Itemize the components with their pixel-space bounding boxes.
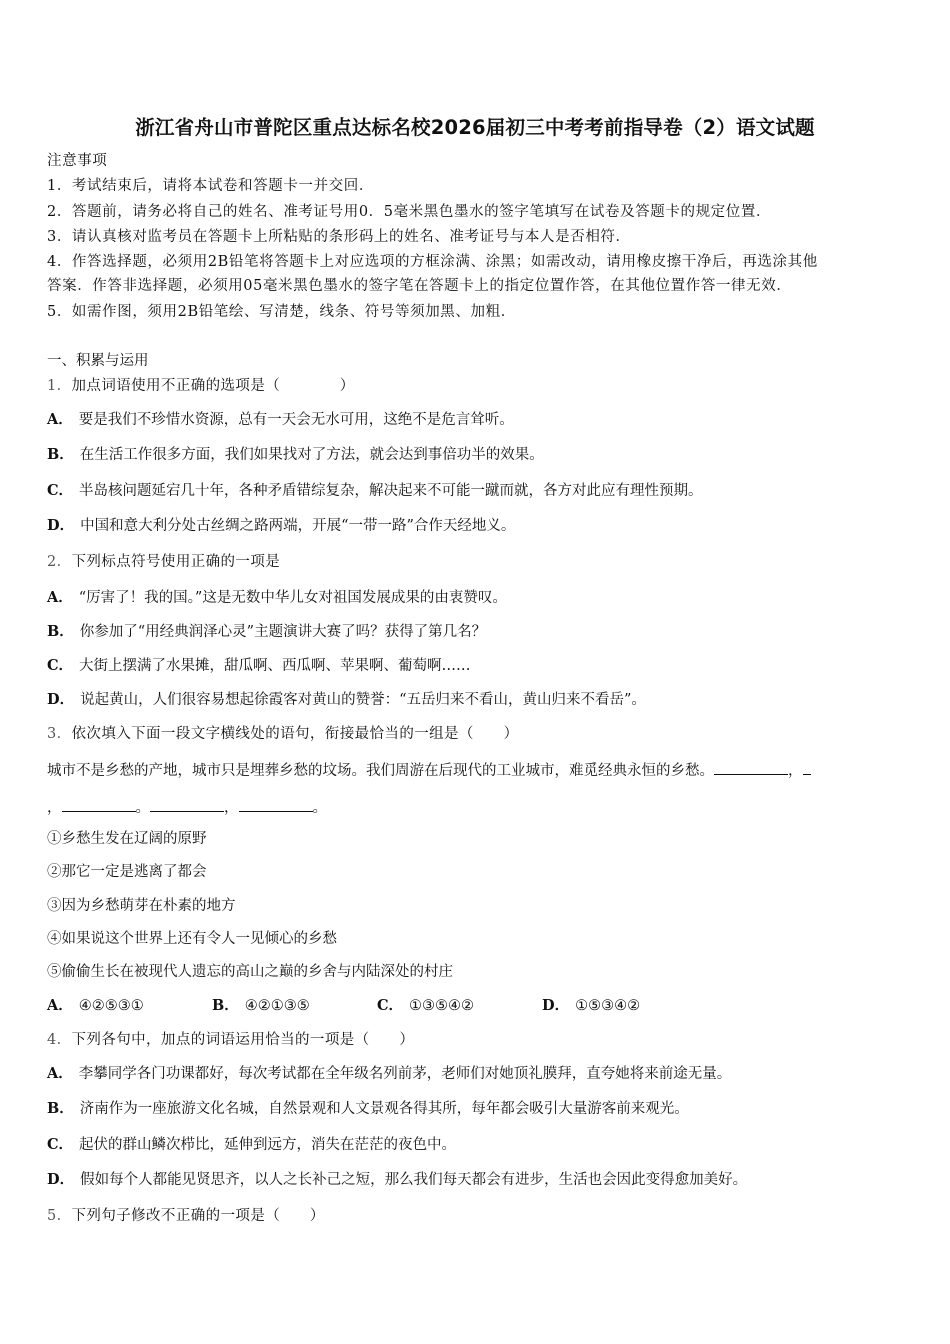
option-label: B．	[47, 1100, 74, 1117]
option-label: A．	[47, 589, 73, 606]
question-number: 2．	[47, 554, 72, 570]
choice-text: ④②①③⑤	[244, 998, 310, 1014]
answer-blank	[150, 797, 224, 812]
option	[47, 690, 646, 710]
page-title: 浙江省舟山市普陀区重点达标名校2026届初三中考考前指导卷（2）语文试题	[135, 116, 815, 139]
question-2-stem	[47, 552, 280, 572]
note-item: 4．作答选择题，必须用2B铅笔将答题卡上对应选项的方框涂满、涂黑；如需改动，请用橡皮擦干净后，再选涂其他	[47, 254, 818, 270]
passage-comma: ，	[47, 800, 62, 816]
option-label: D．	[47, 691, 75, 708]
option-label: B．	[47, 446, 74, 463]
option-text: 要是我们不珍惜水资源，总有一天会无水可用，这绝不是危言耸听。	[78, 412, 514, 428]
option	[47, 410, 514, 430]
option-text: 济南作为一座旅游文化名城，自然景观和人文景观各得其所，每年都会吸引大量游客前来观光。	[79, 1101, 689, 1117]
option-label: A．	[47, 1065, 73, 1082]
choice-label: A．	[47, 997, 73, 1014]
sentence-item: ③因为乡愁萌芽在朴素的地方	[47, 898, 236, 914]
question-text: 加点词语使用不正确的选项是（ ）	[71, 378, 355, 394]
passage-period: 。	[135, 800, 150, 816]
answer-blank	[62, 797, 136, 812]
passage-comma: ，	[224, 800, 239, 816]
question-text: 依次填入下面一段文字横线处的语句，衔接最恰当的一组是（ ）	[71, 726, 519, 742]
question-5-stem	[47, 1206, 325, 1226]
passage-line	[47, 760, 811, 781]
question-text: 下列句子修改不正确的一项是（ ）	[71, 1208, 325, 1224]
note-item: 2．答题前，请务必将自己的姓名、准考证号用0．5毫米黑色墨水的签字笔填写在试卷及答题卡的规定位置．	[47, 204, 772, 220]
option	[47, 1099, 689, 1119]
answer-blank	[239, 797, 313, 812]
sentence-item: ①乡愁生发在辽阔的原野	[47, 831, 207, 847]
option-text: 中国和意大利分处古丝绸之路两端，开展“一带一路”合作天经地义。	[80, 518, 516, 534]
option	[47, 481, 703, 501]
option-label: C．	[47, 657, 74, 674]
option-text: 李攀同学各门功课都好，每次考试都在全年级名列前茅，老师们对她顶礼膜拜，直夸她将来前途无量。	[78, 1066, 732, 1082]
note-item: 3．请认真核对监考员在答题卡上所粘贴的条形码上的姓名、准考证号与本人是否相符．	[47, 229, 631, 245]
option-label: A．	[47, 411, 73, 428]
answer-blank	[714, 760, 788, 775]
option-text: 假如每个人都能见贤思齐，以人之长补己之短，那么我们每天都会有进步，生活也会因此变得愈加美好。	[80, 1172, 748, 1188]
option-label: C．	[47, 1136, 74, 1153]
option-label: D．	[47, 1171, 75, 1188]
option	[47, 622, 486, 642]
question-4-stem	[47, 1030, 414, 1050]
option	[47, 588, 507, 608]
choice-label: B．	[212, 997, 239, 1014]
choice	[212, 996, 310, 1016]
question-number: 1．	[47, 378, 72, 394]
question-1-stem	[47, 376, 355, 396]
notes-heading: 注意事项	[47, 153, 108, 169]
question-number: 5．	[47, 1208, 72, 1224]
option	[47, 516, 515, 536]
choice-label: D．	[542, 997, 570, 1014]
question-3-stem	[47, 724, 519, 744]
choice	[542, 996, 640, 1016]
option	[47, 1064, 731, 1084]
sentence-item: ⑤偷偷生长在被现代人遗忘的高山之巅的乡舍与内陆深处的村庄	[47, 964, 453, 980]
sentence-item: ④如果说这个世界上还有令人一见倾心的乡愁	[47, 931, 337, 947]
option	[47, 445, 544, 465]
section-heading: 一、积累与运用	[47, 353, 149, 369]
option	[47, 656, 471, 676]
choice	[47, 996, 144, 1016]
question-number: 4．	[47, 1032, 72, 1048]
question-number: 3．	[47, 726, 72, 742]
option-text: 大街上摆满了水果摊，甜瓜啊、西瓜啊、苹果啊、葡萄啊……	[79, 658, 471, 674]
answer-blank	[803, 760, 811, 775]
option	[47, 1135, 456, 1155]
option-text: 半岛核问题延宕几十年，各种矛盾错综复杂，解决起来不可能一蹴而就，各方对此应有理性预期。	[79, 483, 703, 499]
question-text: 下列各句中，加点的词语运用恰当的一项是（ ）	[71, 1032, 415, 1048]
option-text: “厉害了！我的国。”这是无数中华儿女对祖国发展成果的由衷赞叹。	[78, 590, 507, 606]
choice-label: C．	[377, 997, 404, 1014]
note-item: 1．考试结束后，请将本试卷和答题卡一并交回．	[47, 178, 374, 194]
option-label: D．	[47, 517, 75, 534]
choice-text: ①⑤③④②	[575, 998, 641, 1014]
passage-comma: ，	[788, 763, 803, 779]
choice-text: ①③⑤④②	[409, 998, 475, 1014]
option-label: C．	[47, 482, 74, 499]
question-text: 下列标点符号使用正确的一项是	[71, 554, 281, 570]
option-text: 说起黄山，人们很容易想起徐霞客对黄山的赞誉：“五岳归来不看山，黄山归来不看岳”。	[80, 692, 646, 708]
option-label: B．	[47, 623, 74, 640]
passage-line	[47, 797, 327, 818]
note-item: 5．如需作图，须用2B铅笔绘、写清楚，线条、符号等须加黑、加粗．	[47, 304, 516, 320]
passage-text: 城市不是乡愁的产地，城市只是埋葬乡愁的坟场。我们周游在后现代的工业城市，难觅经典永恒的乡愁。	[47, 763, 714, 779]
option-text: 起伏的群山鳞次栉比，延伸到远方，消失在茫茫的夜色中。	[79, 1137, 457, 1153]
passage-period: 。	[312, 800, 327, 816]
option	[47, 1170, 747, 1190]
sentence-item: ②那它一定是逃离了都会	[47, 864, 207, 880]
note-item: 答案．作答非选择题，必须用05毫米黑色墨水的签字笔在答题卡上的指定位置作答，在其他位置作答一律无效．	[47, 278, 792, 294]
option-text: 你参加了“用经典润泽心灵”主题演讲大赛了吗？获得了第几名？	[79, 624, 487, 640]
option-text: 在生活工作很多方面，我们如果找对了方法，就会达到事倍功半的效果。	[79, 447, 544, 463]
choice-text: ④②⑤③①	[78, 998, 144, 1014]
choice	[377, 996, 474, 1016]
